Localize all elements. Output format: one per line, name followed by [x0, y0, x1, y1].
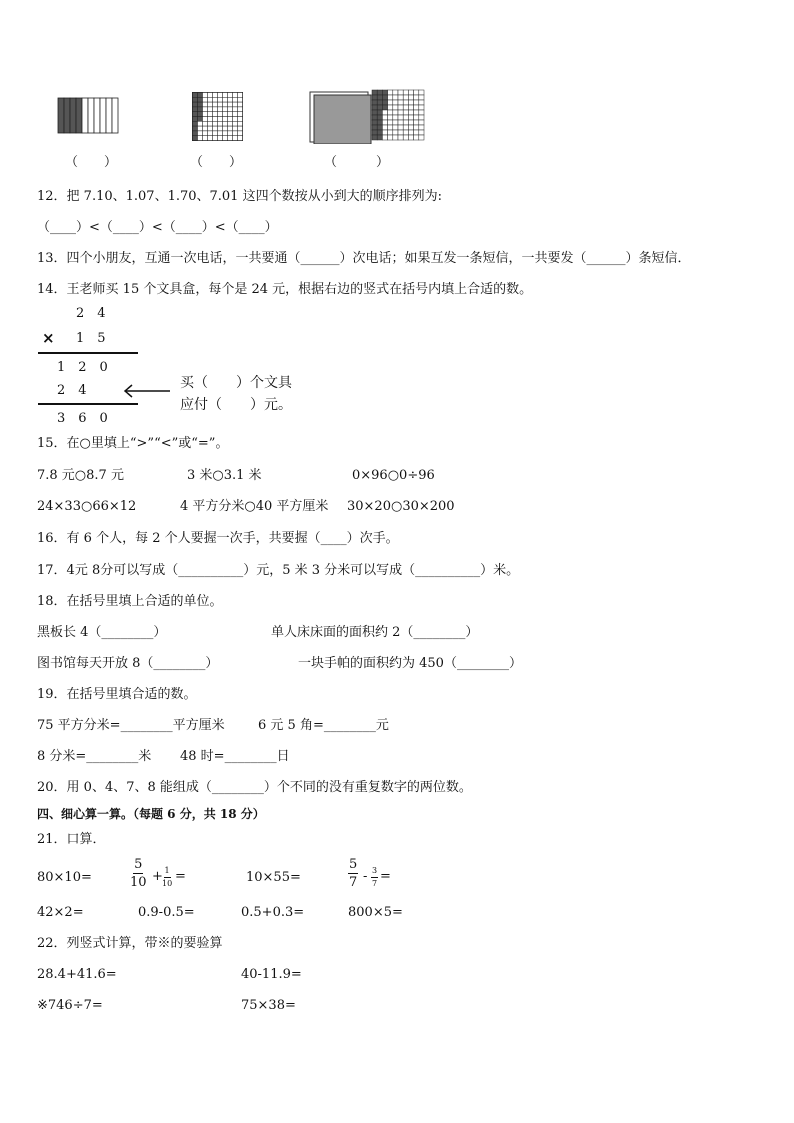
- fraction-denominator: 10: [162, 879, 173, 888]
- q19-item: 8 分米=________米: [37, 749, 152, 764]
- q22-item: 75×38=: [241, 998, 296, 1013]
- grid-cell: [238, 117, 243, 122]
- grid-cell: [403, 95, 408, 100]
- grid-cell: [213, 126, 218, 131]
- grid-cell: [388, 110, 393, 115]
- q15-item: 4 平方分米○40 平方厘米: [180, 499, 329, 514]
- grid-cell: [403, 135, 408, 140]
- q14-stem: 14．王老师买 15 个文具盒，每个是 24 元，根据右边的竖式在括号内填上合适的数。: [37, 282, 533, 297]
- grid-cell: [414, 95, 419, 100]
- q21-expr: 0.5+0.3=: [241, 905, 305, 920]
- grid-cell: [414, 105, 419, 110]
- grid-cell: [377, 105, 382, 110]
- grid-cell: [238, 126, 243, 131]
- grid-cell: [377, 125, 382, 130]
- q19-item: 75 平方分米=________平方厘米: [37, 718, 225, 733]
- grid-cell: [193, 121, 198, 126]
- grid-cell: [193, 117, 198, 122]
- grid-cell: [198, 126, 203, 131]
- grid-cell: [208, 93, 213, 98]
- equals-sign: =: [380, 869, 391, 884]
- grid-cell: [203, 97, 208, 102]
- grid-cell: [203, 102, 208, 107]
- q14-arrow: [122, 384, 172, 398]
- grid-cell: [377, 90, 382, 95]
- grid-cell: [408, 95, 413, 100]
- grid-cell: [223, 121, 228, 126]
- grid-cell: [203, 117, 208, 122]
- grid-cell: [233, 97, 238, 102]
- grid-cell: [223, 136, 228, 141]
- equals-sign: =: [175, 869, 186, 884]
- grid-cell: [238, 93, 243, 98]
- grid-cell: [419, 90, 424, 95]
- q14-note1: 买（ ）个文具: [180, 375, 292, 391]
- fig2-caption: （ ）: [190, 155, 243, 170]
- q18-item: 一块手帕的面积约为 450（________）: [298, 656, 522, 671]
- grid-cell: [393, 130, 398, 135]
- q18-item: 单人床床面的面积约 2（________）: [271, 625, 479, 640]
- q13: 13．四个小朋友，互通一次电话，一共要通（______）次电话；如果互发一条短信，一共要发（______）条短信．: [37, 251, 691, 266]
- q22-stem: 22．列竖式计算，带※的要验算: [37, 936, 223, 951]
- grid-cell: [388, 120, 393, 125]
- grid-cell: [193, 131, 198, 136]
- grid-cell: [414, 90, 419, 95]
- grid-cell: [233, 107, 238, 112]
- operator: -: [363, 869, 368, 884]
- grid-cell: [193, 112, 198, 117]
- grid-cell: [208, 112, 213, 117]
- grid-cell: [213, 93, 218, 98]
- grid-cell: [408, 90, 413, 95]
- grid-cell: [198, 102, 203, 107]
- grid-cell: [398, 120, 403, 125]
- figure-grid-pair: [308, 89, 426, 144]
- grid-cell: [218, 117, 223, 122]
- grid-cell: [408, 135, 413, 140]
- q19-item: 48 时=________日: [180, 749, 290, 764]
- grid-cell: [233, 93, 238, 98]
- q14-row4: 2 4: [57, 383, 87, 398]
- grid-cell: [208, 97, 213, 102]
- grid-cell: [193, 107, 198, 112]
- q17: 17．4元 8分可以写成（__________）元，5 米 3 分米可以写成（__________）米。: [37, 563, 520, 578]
- grid-cell: [382, 105, 387, 110]
- grid-cell: [388, 90, 393, 95]
- grid-cell: [233, 131, 238, 136]
- grid-cell: [238, 112, 243, 117]
- grid-cell: [203, 112, 208, 117]
- grid-cell: [408, 100, 413, 105]
- grid-cell: [228, 93, 233, 98]
- grid-cell: [393, 120, 398, 125]
- grid-cell: [372, 130, 377, 135]
- grid-cell: [203, 126, 208, 131]
- q14-row1: 2 4: [76, 306, 106, 321]
- grid-cell: [198, 93, 203, 98]
- q19-stem: 19．在括号里填合适的数。: [37, 687, 197, 702]
- grid-cell: [398, 130, 403, 135]
- grid-cell: [213, 97, 218, 102]
- figure-grid-hundred: [192, 92, 244, 142]
- q22-item: 40-11.9=: [241, 967, 302, 982]
- grid-cell: [408, 105, 413, 110]
- grid-cell: [372, 135, 377, 140]
- grid-cell: [208, 131, 213, 136]
- strip-cell: [94, 98, 100, 133]
- grid-cell: [213, 136, 218, 141]
- grid-cell: [198, 131, 203, 136]
- strip-cell: [82, 98, 88, 133]
- grid-cell: [218, 126, 223, 131]
- grid-cell: [419, 130, 424, 135]
- grid-cell: [223, 93, 228, 98]
- grid-cell: [198, 117, 203, 122]
- grid-cell: [228, 112, 233, 117]
- grid-cell: [398, 95, 403, 100]
- q22-item: ※746÷7=: [37, 998, 103, 1013]
- grid-cell: [203, 131, 208, 136]
- q14-row3: 1 2 0: [57, 360, 108, 375]
- grid-cell: [198, 136, 203, 141]
- grid-cell: [238, 102, 243, 107]
- grid-cell: [382, 110, 387, 115]
- grid-cell: [419, 95, 424, 100]
- grid-cell: [403, 120, 408, 125]
- q15-stem: 15．在○里填上“>”“<”或“=”。: [37, 436, 229, 451]
- grid-cell: [382, 115, 387, 120]
- grid-cell: [208, 117, 213, 122]
- strip-cell: [100, 98, 106, 133]
- grid-cell: [208, 136, 213, 141]
- grid-cell: [228, 126, 233, 131]
- grid-cell: [398, 100, 403, 105]
- grid-cell: [393, 135, 398, 140]
- strip-cell: [88, 98, 94, 133]
- q18-item: 图书馆每天开放 8（________）: [37, 656, 219, 671]
- grid-cell: [377, 120, 382, 125]
- fig3-caption: （ ）: [324, 155, 390, 170]
- q14-row5: 3 6 0: [57, 411, 108, 426]
- q14-rule-top: [38, 352, 138, 354]
- grid-cell: [218, 131, 223, 136]
- fraction-denominator: 7: [349, 875, 358, 890]
- fig1-caption: （ ）: [65, 155, 118, 170]
- grid-cell: [393, 105, 398, 110]
- grid-cell: [403, 105, 408, 110]
- grid-cell: [213, 121, 218, 126]
- grid-cell: [393, 100, 398, 105]
- q21-expr: 42×2=: [37, 905, 84, 920]
- fraction-numerator: 1: [164, 867, 171, 878]
- grid-cell: [223, 131, 228, 136]
- grid-cell: [414, 120, 419, 125]
- strip-cell: [58, 98, 64, 133]
- grid-cell: [233, 112, 238, 117]
- grid-cell: [377, 100, 382, 105]
- grid-cell: [414, 115, 419, 120]
- grid-cell: [382, 135, 387, 140]
- grid-cell: [233, 117, 238, 122]
- grid-cell: [208, 121, 213, 126]
- strip-cell: [106, 98, 112, 133]
- q15-item: 7.8 元○8.7 元: [37, 468, 124, 483]
- grid-cell: [238, 97, 243, 102]
- grid-cell: [398, 110, 403, 115]
- grid-cell: [388, 95, 393, 100]
- strip-cell: [112, 98, 118, 133]
- q22-item: 28.4+41.6=: [37, 967, 117, 982]
- grid-cell: [203, 93, 208, 98]
- grid-cell: [213, 107, 218, 112]
- grid-cell: [408, 120, 413, 125]
- grid-cell: [233, 121, 238, 126]
- q21-expr: 80×10=: [37, 870, 92, 885]
- grid-cell: [388, 130, 393, 135]
- q14-row2: 1 5: [76, 331, 106, 346]
- grid-cell: [218, 121, 223, 126]
- grid-cell: [398, 135, 403, 140]
- grid-cell: [393, 125, 398, 130]
- grid-cell: [193, 93, 198, 98]
- grid-cell: [223, 102, 228, 107]
- grid-cell: [193, 102, 198, 107]
- grid-cell: [382, 90, 387, 95]
- figure-strip-bars: [57, 97, 119, 134]
- grid-cell: [419, 110, 424, 115]
- grid-cell: [419, 100, 424, 105]
- grid-cell: [377, 110, 382, 115]
- grid-cell: [198, 112, 203, 117]
- q21-expr: 800×5=: [348, 905, 403, 920]
- grid-cell: [408, 125, 413, 130]
- grid-cell: [388, 115, 393, 120]
- grid-cell: [372, 105, 377, 110]
- q19-item: 6 元 5 角=________元: [258, 718, 389, 733]
- q14-times-sign: ×: [42, 329, 55, 347]
- q15-item: 3 米○3.1 米: [187, 468, 262, 483]
- grid-cell: [408, 110, 413, 115]
- grid-cell: [377, 95, 382, 100]
- section4-heading: 四、细心算一算。（每题 6 分，共 18 分）: [37, 807, 265, 821]
- grid-cell: [419, 125, 424, 130]
- grid-cell: [403, 100, 408, 105]
- q14-rule-bottom: [38, 403, 138, 405]
- grid-cell: [228, 102, 233, 107]
- grid-cell: [403, 115, 408, 120]
- grid-cell: [213, 102, 218, 107]
- grid-cell: [198, 97, 203, 102]
- grid-cell: [388, 100, 393, 105]
- grid-cell: [398, 105, 403, 110]
- grid-cell: [218, 136, 223, 141]
- grid-cell: [377, 135, 382, 140]
- grid-cell: [223, 126, 228, 131]
- grid-cell: [419, 105, 424, 110]
- grid-cell: [233, 136, 238, 141]
- grid-cell: [218, 93, 223, 98]
- grid-cell: [372, 100, 377, 105]
- grid-cell: [382, 100, 387, 105]
- grid-cell: [233, 102, 238, 107]
- grid-cell: [198, 107, 203, 112]
- grid-cell: [208, 107, 213, 112]
- grid-cell: [193, 136, 198, 141]
- fraction-numerator: 5: [134, 857, 143, 872]
- grid-cell: [398, 125, 403, 130]
- grid-cell: [419, 115, 424, 120]
- q15-item: 30×20○30×200: [347, 499, 455, 514]
- grid-cell: [193, 97, 198, 102]
- grid-cell: [228, 97, 233, 102]
- q15-item: 24×33○66×12: [37, 499, 137, 514]
- grid-cell: [203, 107, 208, 112]
- grid-cell: [403, 130, 408, 135]
- grid-cell: [238, 107, 243, 112]
- q15-item: 0×96○0÷96: [352, 468, 435, 483]
- q12-stem: 12．把 7.10、1.07、1.70、7.01 这四个数按从小到大的顺序排列为:: [37, 189, 442, 204]
- grid-cell: [228, 107, 233, 112]
- grid-cell: [382, 120, 387, 125]
- grid-cell: [408, 115, 413, 120]
- grid-cell: [372, 110, 377, 115]
- grid-cell: [228, 131, 233, 136]
- grid-cell: [393, 95, 398, 100]
- q16: 16．有 6 个人，每 2 个人要握一次手，共要握（____）次手。: [37, 531, 399, 546]
- grid-cell: [372, 120, 377, 125]
- grid-cell: [218, 97, 223, 102]
- grid-cell: [408, 130, 413, 135]
- grid-cell: [403, 90, 408, 95]
- grid-cell: [403, 125, 408, 130]
- q18-item: 黑板长 4（________）: [37, 625, 167, 640]
- grid-cell: [419, 120, 424, 125]
- operator: +: [152, 869, 163, 884]
- grid-cell: [372, 115, 377, 120]
- grid-cell: [218, 112, 223, 117]
- grid-cell: [223, 107, 228, 112]
- q21-expr: 0.9-0.5=: [138, 905, 195, 920]
- grid-cell: [223, 112, 228, 117]
- grid-cell: [388, 125, 393, 130]
- grid-cell: [372, 90, 377, 95]
- grid-cell: [213, 112, 218, 117]
- grid-cell: [414, 130, 419, 135]
- fraction-denominator: 10: [130, 875, 147, 890]
- grid-cell: [393, 110, 398, 115]
- q20: 20．用 0、4、7、8 能组成（________）个不同的没有重复数字的两位数。: [37, 780, 472, 795]
- strip-cell: [76, 98, 82, 133]
- grid-cell: [238, 131, 243, 136]
- grid-cell: [198, 121, 203, 126]
- grid-cell: [414, 135, 419, 140]
- grid-cell: [208, 102, 213, 107]
- grid-cell: [228, 136, 233, 141]
- grid-cell: [223, 97, 228, 102]
- grid-cell: [398, 115, 403, 120]
- grid-cell: [372, 95, 377, 100]
- grid-cell: [228, 117, 233, 122]
- grid-cell: [213, 117, 218, 122]
- q14-note2: 应付（ ）元。: [180, 397, 292, 413]
- grid-cell: [393, 115, 398, 120]
- grid-cell: [228, 121, 233, 126]
- fraction-numerator: 5: [349, 857, 358, 872]
- grid-cell: [238, 136, 243, 141]
- grid-cell: [388, 105, 393, 110]
- grid-cell: [233, 126, 238, 131]
- grid-cell: [403, 110, 408, 115]
- fraction-denominator: 7: [372, 879, 378, 888]
- grid-cell: [238, 121, 243, 126]
- grid-cell: [388, 135, 393, 140]
- grid-cell: [193, 126, 198, 131]
- grid-cell: [393, 90, 398, 95]
- grid-cell: [223, 117, 228, 122]
- grid-cell: [382, 95, 387, 100]
- q21-stem: 21．口算．: [37, 832, 106, 847]
- strip-cell: [64, 98, 70, 133]
- fraction-numerator: 3: [371, 867, 378, 878]
- grid-cell: [213, 131, 218, 136]
- grid-cell: [377, 115, 382, 120]
- grid-cell: [203, 121, 208, 126]
- grid-cell: [372, 125, 377, 130]
- q21-expr: 10×55=: [246, 870, 301, 885]
- grid-cell: [218, 102, 223, 107]
- grid-cell: [398, 90, 403, 95]
- strip-cell: [70, 98, 76, 133]
- grid-cell: [208, 126, 213, 131]
- grid-cell: [377, 130, 382, 135]
- grid-cell: [414, 125, 419, 130]
- grid-cell: [414, 100, 419, 105]
- grid-cell: [382, 130, 387, 135]
- grid-cell: [414, 110, 419, 115]
- grid-cell: [218, 107, 223, 112]
- q12-answer-line: （____）<（____）<（____）<（____）: [37, 220, 278, 235]
- q18-stem: 18．在括号里填上合适的单位。: [37, 594, 223, 609]
- grid-cell: [382, 125, 387, 130]
- grid-cell: [203, 136, 208, 141]
- grid-cell: [419, 135, 424, 140]
